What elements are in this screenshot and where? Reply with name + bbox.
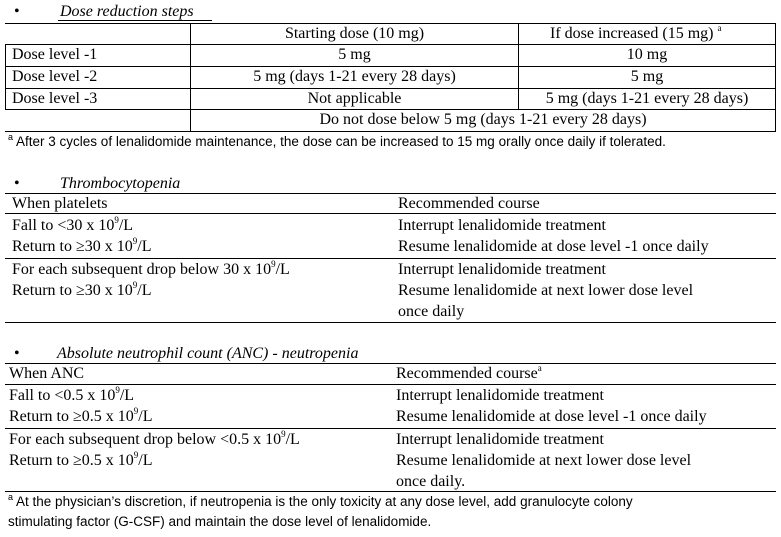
bullet: • [14,3,20,20]
anc-action-interrupt: Interrupt lenalidomide treatment [396,387,604,404]
heading-underline [58,20,212,21]
section-heading-neutropenia: Absolute neutrophil count (ANC) - neutropenia [57,345,359,362]
row-label-dose-level-1: Dose level -1 [12,46,98,63]
column-header-starting-dose: Starting dose (10 mg) [284,25,425,42]
anc-action-resume: Resume lenalidomide at dose level -1 once daily [396,408,707,425]
anc-condition-fall: Fall to <0.5 x $10^9/L$ [9,385,135,404]
platelet-condition-return: Return to ≥30 x $10^9/L$ [12,236,152,255]
platelet-action-interrupt: Interrupt lenalidomide treatment [398,217,606,234]
column-header-when-platelets: When platelets [12,195,108,212]
anc-action-resume-lower-cont: once daily. [396,473,466,490]
platelet-action-resume-lower: Resume lenalidomide at next lower dose level [398,282,694,299]
cell-increased-dose-2: 5 mg [630,68,664,85]
bullet: • [14,345,20,362]
platelet-action-resume-lower-cont: once daily [398,303,465,320]
anc-action-resume-lower: Resume lenalidomide at next lower dose level [396,452,692,469]
cell-start-dose-2: 5 mg (days 1-21 every 28 days) [253,68,456,85]
neutropenia-footnote-line1: $^a$ At the physician’s discretion, if neutropenia is the only toxicity at any dose level, add granulocyte colony [8,492,633,509]
bullet: • [14,175,20,192]
platelet-condition-subsequent-drop: For each subsequent drop below 30 x $10^9/L$ [12,259,290,278]
section-heading-dose-reduction: Dose reduction steps [60,3,194,20]
anc-condition-subsequent-drop: For each subsequent drop below <0.5 x $10^9/L$ [9,429,300,448]
dose-reduction-footnote: $^a$ After 3 cycles of lenalidomide maintenance, the dose can be increased to 15 mg orally once daily if tolerated. [8,132,666,149]
neutropenia-footnote-line2: stimulating factor (G-CSF) and maintain the dose level of lenalidomide. [8,514,432,529]
cell-increased-dose-1: 10 mg [626,46,668,63]
section-heading-thrombocytopenia: Thrombocytopenia [60,175,181,192]
column-header-recommended-course: Recommended course$^a$ [396,363,542,382]
column-header-when-anc: When ANC [9,365,85,382]
platelet-action-interrupt-2: Interrupt lenalidomide treatment [398,261,606,278]
anc-condition-return: Return to ≥0.5 x $10^9/L$ [9,406,153,425]
dose-floor-note: Do not dose below 5 mg (days 1-21 every 28 days) [319,111,647,128]
platelet-condition-return-2: Return to ≥30 x $10^9/L$ [12,280,152,299]
column-header-increased-dose: If dose increased (15 mg) $^a$ [550,23,722,42]
cell-start-dose-3: Not applicable [307,90,402,107]
platelet-condition-fall: Fall to <30 x $10^9/L$ [12,215,134,234]
row-label-dose-level-2: Dose level -2 [12,68,98,85]
platelet-action-resume: Resume lenalidomide at dose level -1 once daily [398,238,709,255]
cell-increased-dose-3: 5 mg (days 1-21 every 28 days) [545,90,749,107]
anc-condition-return-2: Return to ≥0.5 x $10^9/L$ [9,450,153,469]
anc-action-interrupt-2: Interrupt lenalidomide treatment [396,431,604,448]
cell-start-dose-1: 5 mg [338,46,371,63]
row-label-dose-level-3: Dose level -3 [12,90,98,107]
column-header-recommended-course: Recommended course [398,195,540,212]
